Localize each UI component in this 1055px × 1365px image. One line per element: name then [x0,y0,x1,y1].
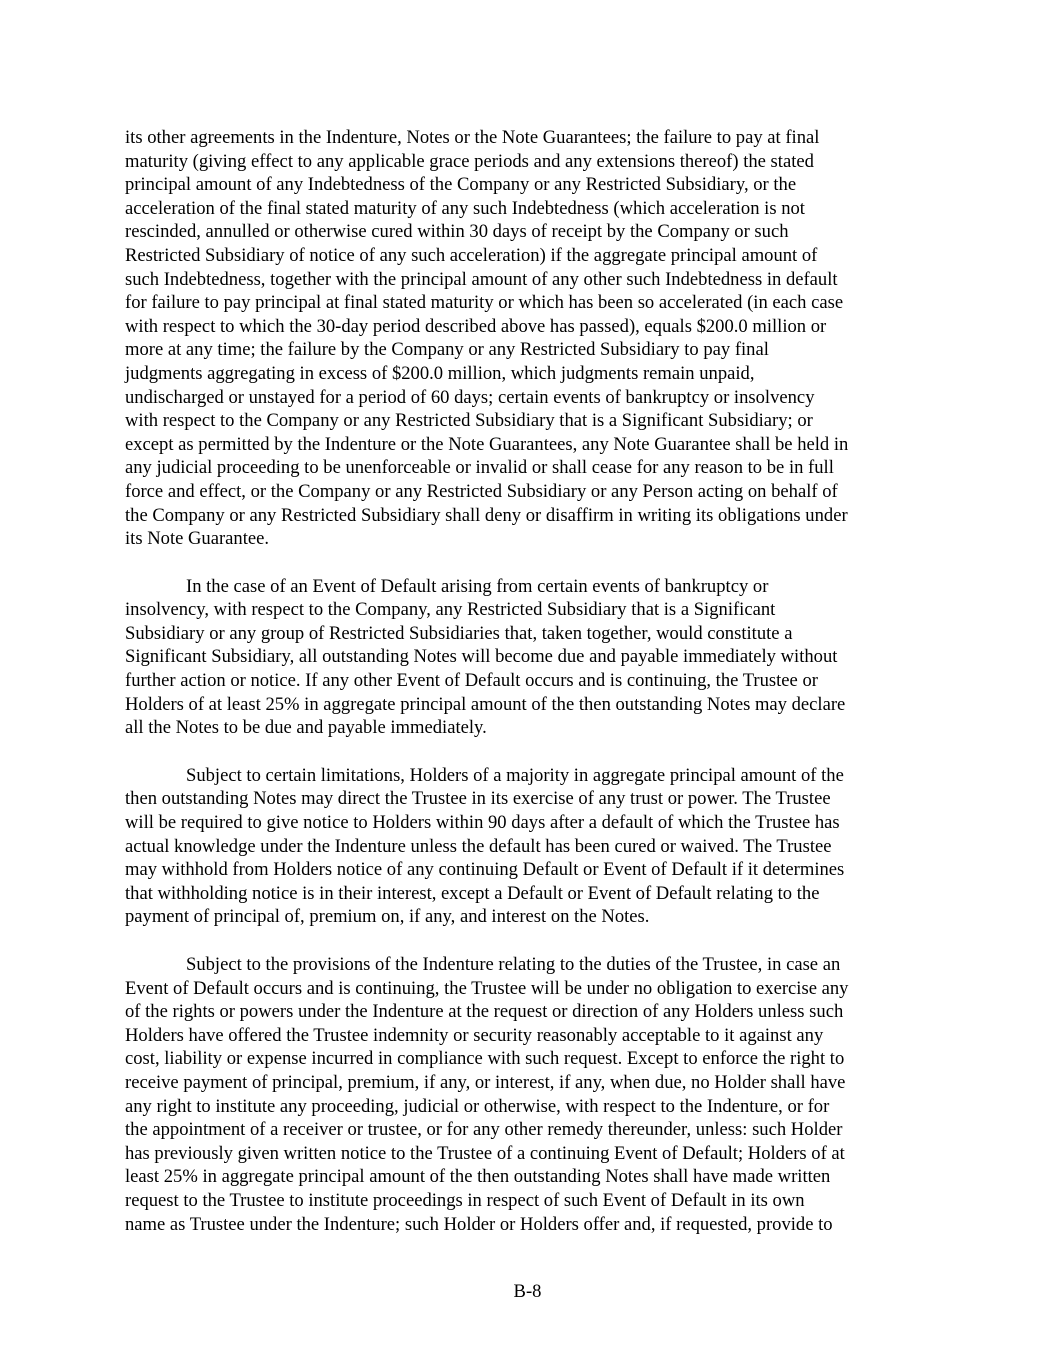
text-line: with respect to which the 30-day period described above has passed), equals $200.0 million or [125,315,827,337]
text-line: then outstanding Notes may direct the Trustee in its exercise of any trust or power. The Trustee [125,788,831,810]
paragraph-default-continuation [125,126,935,551]
text-line: acceleration of the final stated maturity of any such Indebtedness (which acceleration is not [125,197,805,219]
paragraph-trustee-duties [125,953,935,1236]
text-line: the appointment of a receiver or trustee, or for any other remedy thereunder, unless: such Holder [125,1119,843,1141]
text-line: cost, liability or expense incurred in compliance with such request. Except to enforce the right to [125,1048,845,1070]
text-line: judgments aggregating in excess of $200.0 million, which judgments remain unpaid, [125,362,755,384]
text-line: its Note Guarantee. [125,528,270,550]
text-line: Significant Subsidiary, all outstanding Notes will become due and payable immediately without [125,646,838,668]
paragraph-acceleration [125,575,935,740]
text-line: insolvency, with respect to the Company, any Restricted Subsidiary that is a Significant [125,599,776,621]
text-line: may withhold from Holders notice of any continuing Default or Event of Default if it determines [125,859,845,881]
text-line: undischarged or unstayed for a period of 60 days; certain events of bankruptcy or insolvency [125,386,815,408]
text-line: any judicial proceeding to be unenforceable or invalid or shall cease for any reason to be in full [125,457,834,479]
text-line: for failure to pay principal at final stated maturity or which has been so accelerated (in each case [125,292,844,314]
text-line: rescinded, annulled or otherwise cured within 30 days of receipt by the Company or such [125,221,789,243]
text-line: Subject to the provisions of the Indenture relating to the duties of the Trustee, in case an [186,954,841,975]
text-line: receive payment of principal, premium, if any, or interest, if any, when due, no Holder shall have [125,1071,846,1093]
text-line: request to the Trustee to institute proceedings in respect of such Event of Default in its own [125,1189,805,1211]
text-line: except as permitted by the Indenture or the Note Guarantees, any Note Guarantee shall be held in [125,433,849,455]
text-line: such Indebtedness, together with the principal amount of any other such Indebtedness in default [125,268,838,290]
text-line: more at any time; the failure by the Company or any Restricted Subsidiary to pay final [125,339,769,361]
text-line: In the case of an Event of Default arising from certain events of bankruptcy or [186,575,769,597]
document-body [125,126,935,1260]
text-line: force and effect, or the Company or any Restricted Subsidiary or any Person acting on behalf of [125,480,838,502]
text-line: further action or notice. If any other Event of Default occurs and is continuing, the Trustee or [125,670,818,692]
text-line: of the rights or powers under the Indenture at the request or direction of any Holders unless such [125,1001,844,1023]
page-number: B-8 [513,1281,542,1302]
text-line: Holders have offered the Trustee indemnity or security reasonably acceptable to it against any [125,1024,824,1046]
text-line: name as Trustee under the Indenture; such Holder or Holders offer and, if requested, provide to [125,1213,833,1235]
text-line: maturity (giving effect to any applicable grace periods and any extensions thereof) the stated [125,150,814,172]
text-line: its other agreements in the Indenture, Notes or the Note Guarantees; the failure to pay at final [125,127,820,148]
text-line: actual knowledge under the Indenture unless the default has been cured or waived. The Trustee [125,835,832,857]
text-line: Subsidiary or any group of Restricted Subsidiaries that, taken together, would constitute a [125,622,793,644]
text-line: payment of principal of, premium on, if any, and interest on the Notes. [125,906,650,928]
text-line: Subject to certain limitations, Holders of a majority in aggregate principal amount of the [186,764,844,786]
text-line: any right to institute any proceeding, judicial or otherwise, with respect to the Indenture, or for [125,1095,830,1117]
text-line: with respect to the Company or any Restricted Subsidiary that is a Significant Subsidiary; or [125,410,813,432]
text-line: Holders of at least 25% in aggregate principal amount of the then outstanding Notes may declare [125,693,846,715]
text-line: will be required to give notice to Holders within 90 days after a default of which the Trustee has [125,812,840,834]
paragraph-holder-direction [125,764,935,929]
text-line: all the Notes to be due and payable immediately. [125,717,487,739]
text-line: Event of Default occurs and is continuing, the Trustee will be under no obligation to exercise any [125,977,849,999]
text-line: the Company or any Restricted Subsidiary shall deny or disaffirm in writing its obligations under [125,504,848,526]
text-line: principal amount of any Indebtedness of the Company or any Restricted Subsidiary, or the [125,174,797,196]
text-line: that withholding notice is in their interest, except a Default or Event of Default relating to the [125,882,820,904]
text-line: Restricted Subsidiary of notice of any such acceleration) if the aggregate principal amount of [125,244,818,266]
text-line: least 25% in aggregate principal amount of the then outstanding Notes shall have made written [125,1166,831,1188]
text-line: has previously given written notice to the Trustee of a continuing Event of Default; Holders of at [125,1142,845,1164]
